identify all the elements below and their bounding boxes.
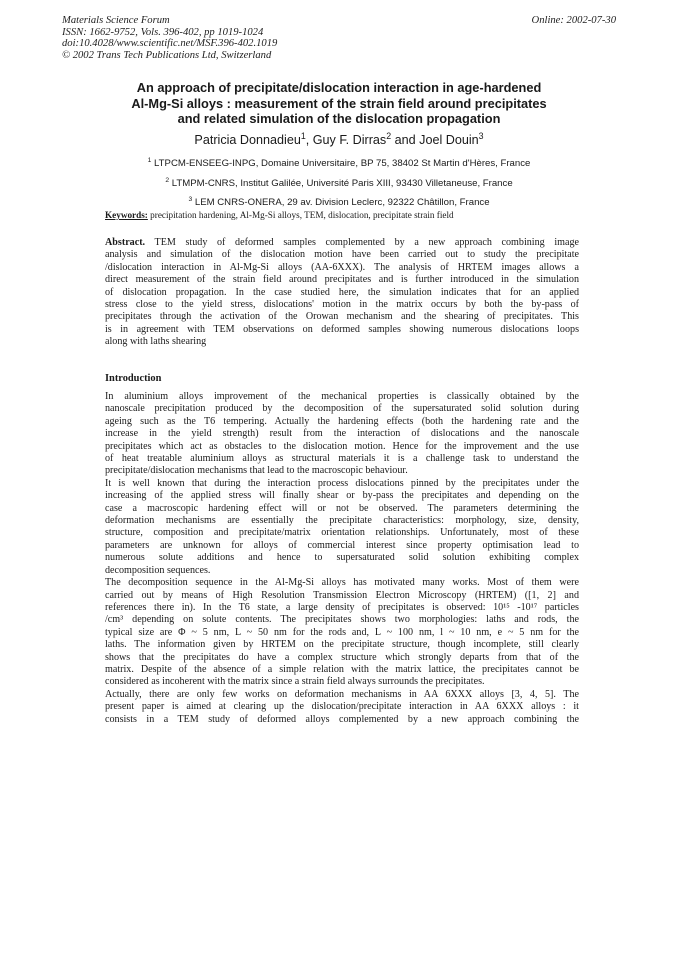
abstract-line xyxy=(105,237,579,249)
abstract-line: is in agreement with TEM observations on deformed samples showing numerous dislocations loops xyxy=(105,323,579,335)
paragraph-line: decomposition sequences. xyxy=(105,564,211,576)
paragraph-line: carried out by means of High Resolution Transmission Electron Microscopy (HRTEM) ([1, 2] and xyxy=(105,589,579,601)
abstract-line: precipitates through the activation of the Orowan mechanism and the shearing of precipitates. This xyxy=(105,311,579,323)
paragraph-line: parameters are unknown for alloys of commercial interest since property optimisation lead to xyxy=(105,539,579,551)
author-separator: and xyxy=(391,133,420,147)
affiliation xyxy=(80,174,598,194)
issn-line: ISSN: 1662-9752, Vols. 396-402, pp 1019-1024 xyxy=(62,26,264,38)
paragraph-line: matrix. Despite of the absence of a simple relation with the matrix lattice, the precipitates cannot be xyxy=(105,663,579,675)
paragraph-line: precipitates which act as obstacles to the dislocation motion. Hence for the improvement and the use xyxy=(105,440,579,452)
paragraph-line: Actually, there are only few works on deformation mechanisms in AA 6XXX alloys [3, 4, 5]. The xyxy=(105,688,579,700)
paragraph-line: shows that the precipitates do have a complex structure which strongly departs from that of the xyxy=(105,651,579,663)
author-name: Joel Douin xyxy=(419,133,479,147)
paragraph-line: numerous solute additions and hence to supersaturated solid solution exhibiting complex xyxy=(105,552,579,564)
affiliation-number: 3 xyxy=(188,195,193,203)
paragraph-line: The decomposition sequence in the Al-Mg-Si alloys has motivated many works. Most of them were xyxy=(105,577,579,589)
paragraph-line: laths. The information given by HRTEM on the precipitate structure, though incomplete, still clearly xyxy=(105,639,579,651)
affiliation-number: 2 xyxy=(165,176,170,184)
abstract xyxy=(105,237,579,349)
paragraph-line: increasing of the applied stress will finally shear or by-pass the precipitates and depending on the xyxy=(105,490,579,502)
keywords-text: precipitation hardening, Al-Mg-Si alloys, TEM, dislocation, precipitate strain field xyxy=(147,210,454,220)
paragraph-line: considered as incoherent with the matrix since a strain field always surrounds the precipitates. xyxy=(105,676,485,688)
doi-line: doi:10.4028/www.scientific.net/MSF.396-402.1019 xyxy=(62,38,278,50)
affiliation-marker: 1 xyxy=(300,130,306,141)
paragraph-line: references there in). In the T6 state, a large density of precipitates is observed: 10¹⁵ -10¹⁷ particles xyxy=(105,601,579,613)
paragraph-line: increase in the yield strength) result from the interaction of dislocations and the nanoscale xyxy=(105,428,579,440)
paragraph-line: typical size are Φ ~ 5 nm, L ~ 50 nm for the rods and, L ~ 100 nm, l ~ 10 nm, e ~ 5 nm for the xyxy=(105,626,579,638)
affiliation-marker: 3 xyxy=(478,130,484,141)
affiliations xyxy=(80,154,598,213)
abstract-line: /dislocation interaction in Al-Mg-Si alloys (AA-6XXX). The analysis of HRTEM images allows a xyxy=(105,261,579,273)
keywords-label: Keywords: xyxy=(105,210,148,220)
paragraph-line: /cm³ depending on solute contents. The precipitates shows two morphologies: laths and rods, the xyxy=(105,614,579,626)
paragraph-line: In aluminium alloys improvement of the mechanical properties is classically obtained by the xyxy=(105,391,579,402)
paragraph-line: case a macroscopic hardening effect will or not be observed. The parameters determining the xyxy=(105,502,579,514)
abstract-line: along with laths shearing xyxy=(105,336,207,348)
author-name: Patricia Donnadieu xyxy=(194,133,301,147)
paragraph-line: deformation mechanisms are essentially the precipitate characteristics: morphology, size, density, xyxy=(105,515,579,527)
keywords xyxy=(105,210,454,220)
affiliation-text: LTPCM-ENSEEG-INPG, Domaine Universitaire, BP 75, 38402 St Martin d'Hères, France xyxy=(151,158,531,169)
affiliation-number: 1 xyxy=(147,156,152,164)
abstract-label: Abstract. xyxy=(105,237,146,248)
paragraph-line: structure, composition and precipitate/matrix orientation relationships. Unfortunately, most of these xyxy=(105,527,579,539)
author-name: Guy F. Dirras xyxy=(312,133,387,147)
title-line: An approach of precipitate/dislocation interaction in age-hardened xyxy=(136,80,542,95)
section-heading: Introduction xyxy=(105,373,162,384)
online-date: Online: 2002-07-30 xyxy=(531,15,616,26)
affiliation-marker: 2 xyxy=(386,130,392,141)
journal-header xyxy=(62,15,277,61)
paragraph-line: of heat treatable aluminium alloys as structural materials it is a challenge task to understand the xyxy=(105,453,579,465)
paragraph-line: present paper is aimed at clearing up the dislocation/precipitate interaction in AA 6XXX alloys : it xyxy=(105,701,579,713)
author-list xyxy=(80,130,598,147)
paragraph-line: nanoscale precipitation produced by the decomposition of the supersaturated solid solution during xyxy=(105,403,579,415)
paragraph-line: precipitate/dislocation mechanisms that lead to the macroscopic behaviour. xyxy=(105,465,408,477)
abstract-line: analysis and simulation of the dislocation motion have been carried out to study the precipitate xyxy=(105,249,579,261)
abstract-text: TEM study of deformed samples complemented by a new approach combining image xyxy=(145,237,579,248)
abstract-line: of dislocation propagation. In the case studied here, the simulation indicates that for an applied xyxy=(105,286,579,298)
affiliation-text: LTMPM-CNRS, Institut Galilée, Université Paris XIII, 93430 Villetaneuse, France xyxy=(169,177,513,189)
paragraph-line: ageing such as the T6 tempering. Actually the hardening effects (both the hardening rate and the xyxy=(105,415,579,427)
affiliation-text: LEM CNRS-ONERA, 29 av. Division Leclerc, 92322 Châtillon, France xyxy=(192,197,490,208)
introduction-body xyxy=(105,391,579,726)
journal-name: Materials Science Forum xyxy=(62,15,170,26)
title-line: and related simulation of the dislocation propagation xyxy=(177,111,501,127)
copyright-line: © 2002 Trans Tech Publications Ltd, Switzerland xyxy=(62,49,272,61)
paragraph-line: It is well known that during the interaction process dislocations pinned by the precipitates under the xyxy=(105,477,579,489)
paragraph-line: consists in a TEM study of deformed alloys complemented by a new approach combining the xyxy=(105,713,579,725)
affiliation xyxy=(80,154,598,174)
abstract-line: direct measurement of the strain field around precipitates and is further introduced in the simulation xyxy=(105,274,579,286)
paper-title xyxy=(80,80,598,127)
abstract-line: stress close to the yield stress, dislocations' motion in the matrix occurs by both the by-pass of xyxy=(105,299,579,311)
title-line: Al-Mg-Si alloys : measurement of the strain field around precipitates xyxy=(131,95,547,111)
author-separator: , xyxy=(305,133,313,147)
